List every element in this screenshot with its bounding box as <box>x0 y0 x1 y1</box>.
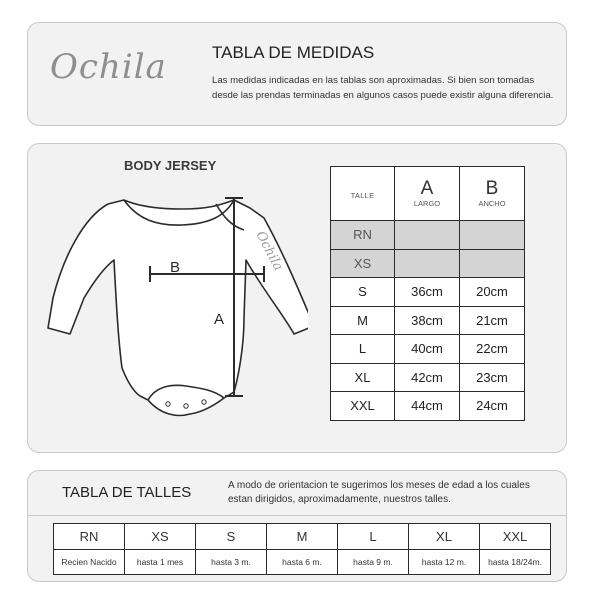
divider <box>28 515 566 516</box>
size-label: M <box>331 306 395 335</box>
size-b-value: 21cm <box>460 306 525 335</box>
size-guide-description: A modo de orientacion te sugerimos los meses de edad a los cuales estan dirigidos, aproximadamente, nuestros talles. <box>228 480 530 505</box>
size-label: RN <box>54 524 125 550</box>
size-label: XS <box>125 524 196 550</box>
table-row <box>331 221 525 250</box>
bodysuit-outline <box>48 200 308 415</box>
age-label: hasta 3 m. <box>196 550 267 575</box>
age-label: Recien Nacido <box>54 550 125 575</box>
size-b-value: 24cm <box>460 392 525 421</box>
size-label: XL <box>409 524 480 550</box>
table-row <box>331 335 525 364</box>
size-label: S <box>331 278 395 307</box>
size-b-value: 23cm <box>460 363 525 392</box>
sleeve-logo: Ochila <box>252 228 286 274</box>
size-guide-panel <box>27 470 567 582</box>
size-label: XS <box>331 249 395 278</box>
size-a-value <box>395 221 460 250</box>
measure-a-label: A <box>214 311 225 328</box>
header-b-ancho: B ANCHO <box>460 167 525 221</box>
table-row <box>331 363 525 392</box>
size-a-value: 36cm <box>395 278 460 307</box>
header-talle: TALLE <box>331 167 395 221</box>
size-a-value: 42cm <box>395 363 460 392</box>
size-label: L <box>331 335 395 364</box>
size-a-value: 38cm <box>395 306 460 335</box>
size-b-value <box>460 221 525 250</box>
measurements-table <box>330 166 525 421</box>
size-label: RN <box>331 221 395 250</box>
size-b-value: 20cm <box>460 278 525 307</box>
size-b-value <box>460 249 525 278</box>
size-label: XL <box>331 363 395 392</box>
page-title: TABLA DE MEDIDAS <box>212 43 375 62</box>
size-guide-title: TABLA DE TALLES <box>62 484 192 501</box>
table-row <box>54 524 551 550</box>
bodysuit-diagram <box>38 178 308 438</box>
size-a-value: 40cm <box>395 335 460 364</box>
table-row <box>331 278 525 307</box>
size-label: S <box>196 524 267 550</box>
size-b-value: 22cm <box>460 335 525 364</box>
age-label: hasta 1 mes <box>125 550 196 575</box>
header-panel <box>27 22 567 126</box>
body-jersey-panel <box>27 143 567 453</box>
size-label: XXL <box>331 392 395 421</box>
size-label: XXL <box>480 524 551 550</box>
measure-b-label: B <box>170 259 181 276</box>
age-label: hasta 6 m. <box>267 550 338 575</box>
table-row <box>331 249 525 278</box>
size-label: L <box>338 524 409 550</box>
product-title: BODY JERSEY <box>124 158 217 173</box>
size-a-value: 44cm <box>395 392 460 421</box>
brand-logo: Ochila <box>50 47 167 87</box>
table-row <box>54 550 551 575</box>
size-a-value <box>395 249 460 278</box>
page-description: Las medidas indicadas en las tablas son aproximadas. Si bien son tomadas desde las prendas terminadas en algunos casos puede existir alguna diferencia. <box>212 75 554 101</box>
age-label: hasta 18/24m. <box>480 550 551 575</box>
age-label: hasta 12 m. <box>409 550 480 575</box>
table-row <box>331 392 525 421</box>
size-guide-table <box>53 523 551 575</box>
table-row <box>331 306 525 335</box>
age-label: hasta 9 m. <box>338 550 409 575</box>
size-label: M <box>267 524 338 550</box>
header-a-largo: A LARGO <box>395 167 460 221</box>
